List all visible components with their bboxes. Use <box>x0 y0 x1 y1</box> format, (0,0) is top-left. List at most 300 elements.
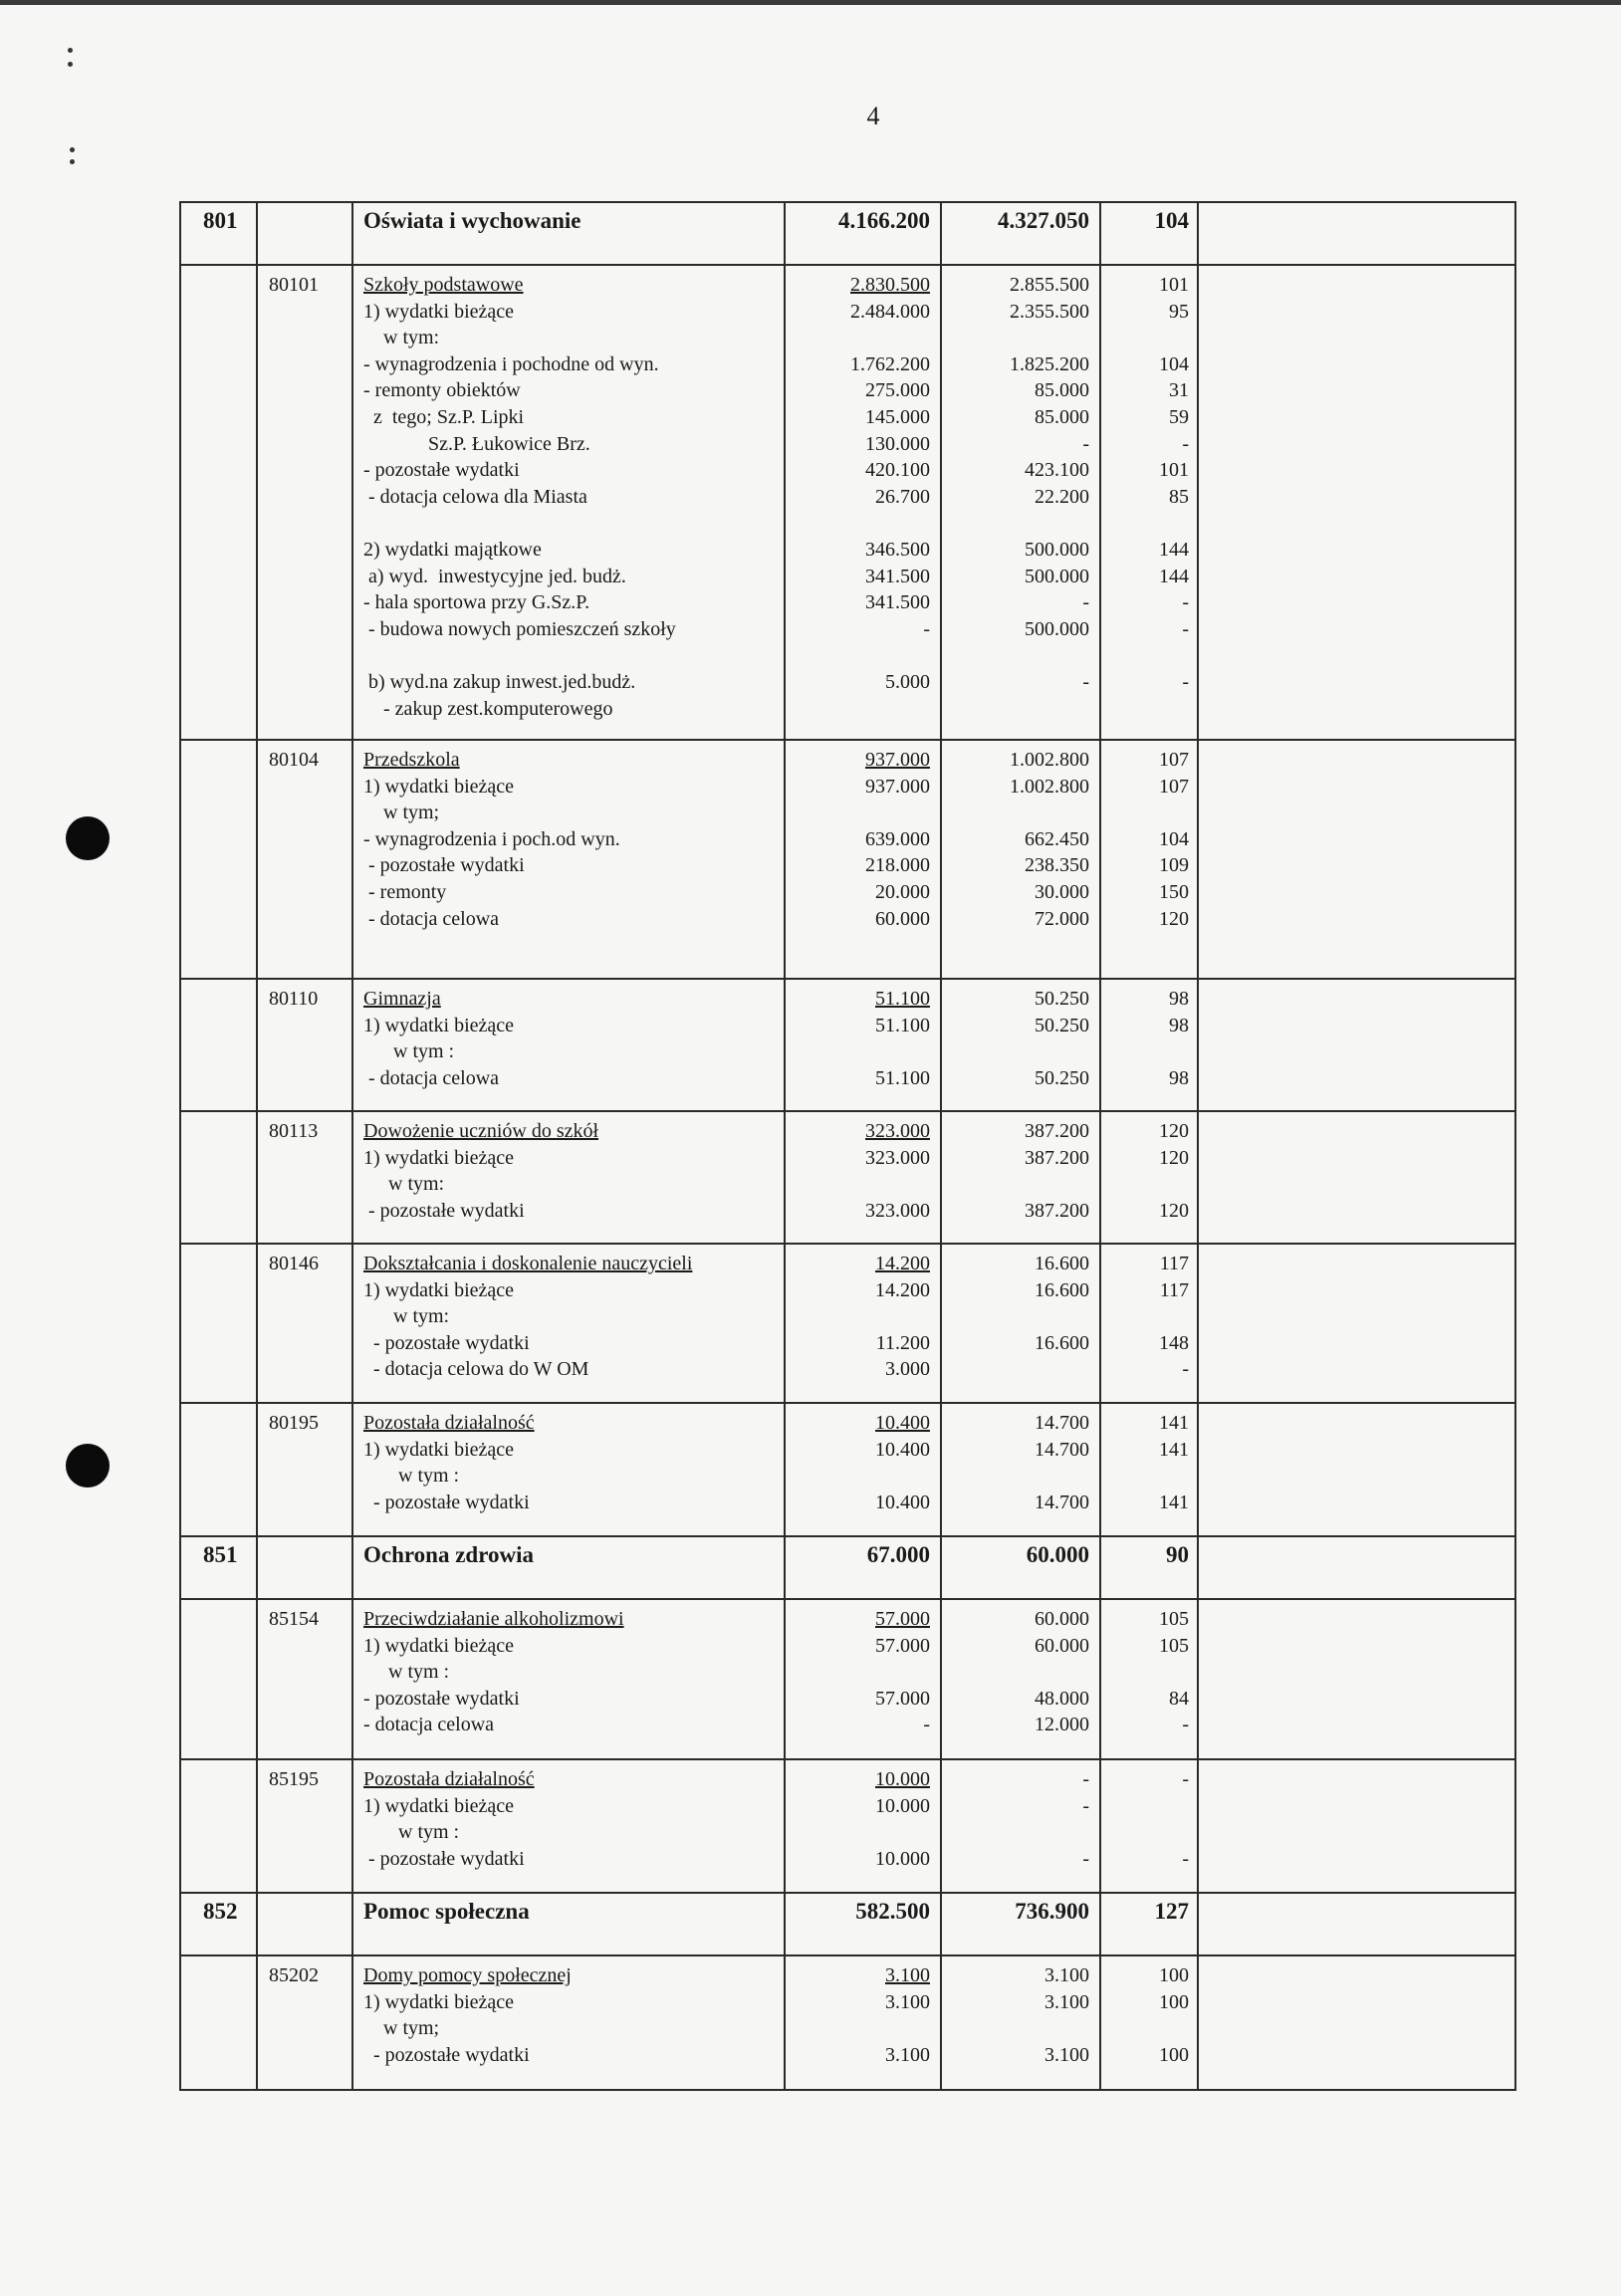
empty-cell <box>180 1955 257 2090</box>
subsection-code: 85202 <box>257 1955 352 2090</box>
plan-value: 51.100 <box>875 1066 930 1089</box>
percent-cell <box>1100 1244 1198 1403</box>
proposed-value: 60.000 <box>1035 1634 1089 1657</box>
subsection-row <box>180 1403 1515 1536</box>
section-title: Pomoc społeczna <box>352 1893 785 1955</box>
proposed-value: 1.825.200 <box>1010 352 1089 375</box>
percent-cell <box>1100 1955 1198 2090</box>
subsection-row <box>180 1244 1515 1403</box>
remarks-cell <box>1198 1111 1515 1244</box>
plan-cell <box>785 1955 941 2090</box>
section-code: 852 <box>180 1893 257 1955</box>
description-line: Gimnazja <box>363 988 441 1010</box>
percent-value: 100 <box>1159 1990 1189 2013</box>
proposed-cell <box>941 1599 1100 1759</box>
plan-value: - <box>923 617 930 640</box>
plan-value: 130.000 <box>865 432 930 455</box>
empty-cell <box>180 979 257 1111</box>
percent-value <box>1101 510 1189 537</box>
proposed-value: 2.355.500 <box>1010 300 1089 323</box>
subsection-row <box>180 979 1515 1111</box>
percent-value: 98 <box>1169 1014 1189 1036</box>
proposed-cell <box>941 1403 1100 1536</box>
description-cell <box>352 265 785 740</box>
percent-value: 104 <box>1159 352 1189 375</box>
proposed-value <box>942 800 1089 826</box>
description-line: - pozostałe wydatki <box>363 459 520 482</box>
subsection-row <box>180 1759 1515 1893</box>
description-cell <box>352 1403 785 1536</box>
percent-value <box>1101 1819 1189 1846</box>
plan-value: 323.000 <box>865 1120 930 1142</box>
percent-value: 150 <box>1159 880 1189 903</box>
percent-value: 141 <box>1159 1412 1189 1434</box>
plan-value <box>786 1659 930 1686</box>
proposed-value: 387.200 <box>1025 1146 1089 1169</box>
percent-value: 144 <box>1159 565 1189 587</box>
proposed-value <box>942 1659 1089 1686</box>
proposed-value: 72.000 <box>1035 907 1089 930</box>
plan-value <box>786 1171 930 1198</box>
plan-cell <box>785 1244 941 1403</box>
percent-value: 105 <box>1159 1608 1189 1630</box>
plan-value <box>786 1819 930 1846</box>
proposed-value <box>942 510 1089 537</box>
description-line: Przedszkola <box>363 749 460 771</box>
plan-value: 10.000 <box>875 1768 930 1790</box>
proposed-value: - <box>1082 591 1089 614</box>
proposed-value: - <box>1082 1794 1089 1817</box>
proposed-cell <box>941 740 1100 979</box>
description-line: 1) wydatki bieżące <box>363 1990 515 2013</box>
percent-value: 141 <box>1159 1438 1189 1461</box>
proposed-value <box>942 1303 1089 1330</box>
section-code: 801 <box>180 202 257 265</box>
plan-cell <box>785 1403 941 1536</box>
empty-cell <box>180 1759 257 1893</box>
subsection-code: 80113 <box>257 1111 352 1244</box>
proposed-value: 14.700 <box>1035 1491 1089 1513</box>
plan-value: 323.000 <box>865 1199 930 1222</box>
description-line: 1) wydatki bieżące <box>363 1278 515 1301</box>
section-percent: 104 <box>1100 202 1198 265</box>
description-line: w tym; <box>363 2017 440 2040</box>
description-line: - pozostałe wydatki <box>363 1847 525 1870</box>
section-empty-cell <box>257 202 352 265</box>
description-cell <box>352 979 785 1111</box>
section-empty-cell <box>257 1893 352 1955</box>
percent-value: 100 <box>1159 1964 1189 1986</box>
percent-cell <box>1100 1111 1198 1244</box>
plan-value: 5.000 <box>885 670 930 693</box>
section-percent: 90 <box>1100 1536 1198 1599</box>
percent-value: - <box>1182 617 1189 640</box>
subsection-code: 85195 <box>257 1759 352 1893</box>
description-line <box>363 510 784 537</box>
percent-value: 120 <box>1159 1120 1189 1142</box>
proposed-value: 30.000 <box>1035 880 1089 903</box>
plan-value <box>786 1038 930 1065</box>
plan-cell <box>785 265 941 740</box>
plan-value: 57.000 <box>875 1687 930 1710</box>
percent-value: 104 <box>1159 827 1189 850</box>
percent-value <box>1101 1038 1189 1065</box>
proposed-value: 500.000 <box>1025 565 1089 587</box>
description-line: a) wyd. inwestycyjne jed. budż. <box>363 565 626 587</box>
description-line: Pozostała działalność <box>363 1768 535 1790</box>
description-line: - remonty obiektów <box>363 379 521 402</box>
percent-value <box>1101 1793 1189 1820</box>
punch-hole <box>66 816 110 860</box>
plan-value: 10.400 <box>875 1491 930 1513</box>
proposed-cell <box>941 979 1100 1111</box>
description-line: - zakup zest.komputerowego <box>363 697 613 720</box>
proposed-value <box>942 2015 1089 2042</box>
description-line: 1) wydatki bieżące <box>363 775 515 798</box>
percent-value <box>1101 1171 1189 1198</box>
subsection-code: 80146 <box>257 1244 352 1403</box>
proposed-value: 85.000 <box>1035 379 1089 402</box>
description-line: 1) wydatki bieżące <box>363 1794 515 1817</box>
description-line: - wynagrodzenia i poch.od wyn. <box>363 827 620 850</box>
remarks-cell <box>1198 265 1515 740</box>
plan-value: 3.100 <box>885 2043 930 2066</box>
percent-value: 101 <box>1159 459 1189 482</box>
percent-value: 59 <box>1169 405 1189 428</box>
proposed-value: 238.350 <box>1025 854 1089 877</box>
proposed-value: 3.100 <box>1044 2043 1089 2066</box>
section-proposed: 60.000 <box>941 1536 1100 1599</box>
percent-value: 141 <box>1159 1491 1189 1513</box>
page-number: 4 <box>866 102 880 130</box>
proposed-value <box>942 642 1089 669</box>
percent-value: 117 <box>1159 1278 1189 1301</box>
remarks-cell <box>1198 1955 1515 2090</box>
proposed-value: 1.002.800 <box>1010 775 1089 798</box>
empty-cell <box>180 1403 257 1536</box>
description-line: 1) wydatki bieżące <box>363 1438 515 1461</box>
empty-cell <box>180 740 257 979</box>
percent-cell <box>1100 979 1198 1111</box>
proposed-value: 14.700 <box>1035 1412 1089 1434</box>
description-line <box>363 642 784 669</box>
description-line: Szkoły podstawowe <box>363 274 524 296</box>
description-line: - hala sportowa przy G.Sz.P. <box>363 591 590 614</box>
proposed-value: 387.200 <box>1025 1199 1089 1222</box>
description-line: w tym : <box>363 1821 460 1844</box>
plan-value: 10.400 <box>875 1438 930 1461</box>
plan-value: 10.000 <box>875 1794 930 1817</box>
description-line: Dokształcania i doskonalenie nauczycieli <box>363 1253 693 1274</box>
description-line: - pozostałe wydatki <box>363 854 525 877</box>
proposed-value: 22.200 <box>1035 485 1089 508</box>
scan-speck <box>68 48 73 53</box>
plan-value: 10.000 <box>875 1847 930 1870</box>
percent-value: 31 <box>1169 379 1189 402</box>
description-line: b) wyd.na zakup inwest.jed.budż. <box>363 670 636 693</box>
description-line: - dotacja celowa <box>363 907 500 930</box>
subsection-code: 80104 <box>257 740 352 979</box>
plan-value: 3.000 <box>885 1358 930 1381</box>
plan-value <box>786 800 930 826</box>
proposed-value <box>942 1463 1089 1490</box>
percent-value: - <box>1182 1358 1189 1381</box>
subsection-row <box>180 1955 1515 2090</box>
subsection-row <box>180 1599 1515 1759</box>
plan-value <box>786 1303 930 1330</box>
percent-value <box>1101 325 1189 351</box>
plan-value: 2.484.000 <box>850 300 930 323</box>
proposed-cell <box>941 265 1100 740</box>
percent-cell <box>1100 740 1198 979</box>
remarks-cell <box>1198 1403 1515 1536</box>
percent-value: 105 <box>1159 1634 1189 1657</box>
proposed-value: 14.700 <box>1035 1438 1089 1461</box>
section-code: 851 <box>180 1536 257 1599</box>
percent-value: 148 <box>1159 1331 1189 1354</box>
plan-value: 145.000 <box>865 405 930 428</box>
percent-value: - <box>1182 1768 1189 1790</box>
proposed-value <box>942 1356 1089 1383</box>
percent-value: 98 <box>1169 988 1189 1010</box>
proposed-value: 16.600 <box>1035 1331 1089 1354</box>
proposed-value <box>942 1171 1089 1198</box>
subsection-code: 80110 <box>257 979 352 1111</box>
section-title: Oświata i wychowanie <box>352 202 785 265</box>
remarks-cell <box>1198 1759 1515 1893</box>
percent-value: 120 <box>1159 907 1189 930</box>
plan-value: 57.000 <box>875 1634 930 1657</box>
proposed-value <box>942 1038 1089 1065</box>
plan-value: 275.000 <box>865 379 930 402</box>
percent-value: 95 <box>1169 300 1189 323</box>
description-line: Sz.P. Łukowice Brz. <box>363 432 590 455</box>
description-cell <box>352 1244 785 1403</box>
proposed-value <box>942 1819 1089 1846</box>
plan-cell <box>785 1759 941 1893</box>
proposed-value: 50.250 <box>1035 988 1089 1010</box>
percent-value <box>1101 1303 1189 1330</box>
description-line: w tym: <box>363 327 440 349</box>
percent-value: 101 <box>1159 274 1189 296</box>
subsection-row <box>180 265 1515 740</box>
plan-value: 3.100 <box>885 1990 930 2013</box>
proposed-value: 85.000 <box>1035 405 1089 428</box>
description-cell <box>352 1759 785 1893</box>
percent-value <box>1101 642 1189 669</box>
section-title: Ochrona zdrowia <box>352 1536 785 1599</box>
description-line: - pozostałe wydatki <box>363 1687 520 1710</box>
proposed-value: 1.002.800 <box>1010 749 1089 771</box>
proposed-value: 423.100 <box>1025 459 1089 482</box>
proposed-value: 50.250 <box>1035 1014 1089 1036</box>
percent-cell <box>1100 265 1198 740</box>
description-line: z tego; Sz.P. Lipki <box>363 405 525 428</box>
description-line: - wynagrodzenia i pochodne od wyn. <box>363 352 659 375</box>
subsection-code: 80195 <box>257 1403 352 1536</box>
description-line: 1) wydatki bieżące <box>363 300 515 323</box>
plan-value: 341.500 <box>865 565 930 587</box>
description-line: Domy pomocy społecznej <box>363 1964 572 1986</box>
description-line: w tym: <box>363 1305 450 1328</box>
percent-value: 117 <box>1159 1253 1189 1274</box>
proposed-value: 500.000 <box>1025 538 1089 561</box>
plan-value <box>786 1463 930 1490</box>
description-line: - dotacja celowa <box>363 1714 495 1736</box>
description-line: - pozostałe wydatki <box>363 2043 530 2066</box>
proposed-cell <box>941 1955 1100 2090</box>
plan-value <box>786 2015 930 2042</box>
proposed-value: 2.855.500 <box>1010 274 1089 296</box>
percent-value <box>1101 2015 1189 2042</box>
scan-speck <box>68 62 73 67</box>
description-line: w tym: <box>363 1173 445 1196</box>
description-cell <box>352 1599 785 1759</box>
description-line: - dotacja celowa <box>363 1066 500 1089</box>
empty-cell <box>180 265 257 740</box>
proposed-value <box>942 696 1089 723</box>
description-line: - pozostałe wydatki <box>363 1199 525 1222</box>
proposed-value: 16.600 <box>1035 1253 1089 1274</box>
proposed-value: 3.100 <box>1044 1964 1089 1986</box>
description-cell <box>352 740 785 979</box>
proposed-value: - <box>1082 1768 1089 1790</box>
remarks-cell <box>1198 740 1515 979</box>
percent-cell <box>1100 1599 1198 1759</box>
scan-top-edge <box>0 0 1621 5</box>
percent-value: - <box>1182 432 1189 455</box>
section-plan: 582.500 <box>785 1893 941 1955</box>
section-plan: 67.000 <box>785 1536 941 1599</box>
plan-value <box>786 696 930 723</box>
plan-value: 1.762.200 <box>850 352 930 375</box>
plan-value: 2.830.500 <box>850 274 930 296</box>
description-line: Przeciwdziałanie alkoholizmowi <box>363 1608 624 1630</box>
section-proposed: 736.900 <box>941 1893 1100 1955</box>
empty-cell <box>180 1244 257 1403</box>
plan-value: 639.000 <box>865 827 930 850</box>
plan-value: 323.000 <box>865 1146 930 1169</box>
punch-hole <box>66 1444 110 1488</box>
section-plan: 4.166.200 <box>785 202 941 265</box>
proposed-value: 387.200 <box>1025 1120 1089 1142</box>
description-line: 1) wydatki bieżące <box>363 1634 515 1657</box>
description-line: - remonty <box>363 880 447 903</box>
proposed-value: 3.100 <box>1044 1990 1089 2013</box>
description-line: w tym; <box>363 802 440 824</box>
subsection-code: 80101 <box>257 265 352 740</box>
budget-table <box>179 201 1516 2091</box>
proposed-value: - <box>1082 432 1089 455</box>
percent-value <box>1101 800 1189 826</box>
description-line: Pozostała działalność <box>363 1412 535 1434</box>
percent-cell <box>1100 1403 1198 1536</box>
plan-value: 14.200 <box>875 1278 930 1301</box>
proposed-value: 16.600 <box>1035 1278 1089 1301</box>
description-line: 1) wydatki bieżące <box>363 1146 515 1169</box>
plan-value: 11.200 <box>875 1331 930 1354</box>
plan-value: 346.500 <box>865 538 930 561</box>
percent-value: - <box>1182 591 1189 614</box>
description-line: - pozostałe wydatki <box>363 1491 530 1513</box>
plan-value: 57.000 <box>875 1608 930 1630</box>
proposed-value <box>942 325 1089 351</box>
plan-value: - <box>923 1714 930 1736</box>
description-line: 1) wydatki bieżące <box>363 1014 515 1036</box>
section-row <box>180 1893 1515 1955</box>
percent-value: 107 <box>1159 749 1189 771</box>
description-cell <box>352 1111 785 1244</box>
percent-value: 98 <box>1169 1066 1189 1089</box>
plan-cell <box>785 1111 941 1244</box>
description-line: - dotacja celowa dla Miasta <box>363 485 587 508</box>
description-line: 2) wydatki majątkowe <box>363 538 542 561</box>
percent-value: 120 <box>1159 1146 1189 1169</box>
plan-value: 937.000 <box>865 749 930 771</box>
description-line: Dowożenie uczniów do szkół <box>363 1120 599 1142</box>
section-remarks <box>1198 202 1515 265</box>
plan-value <box>786 325 930 351</box>
section-row <box>180 1536 1515 1599</box>
description-line: w tym : <box>363 1661 450 1684</box>
description-line: w tym : <box>363 1040 455 1063</box>
proposed-value: 50.250 <box>1035 1066 1089 1089</box>
remarks-cell <box>1198 1599 1515 1759</box>
percent-value: - <box>1182 1847 1189 1870</box>
proposed-cell <box>941 1111 1100 1244</box>
percent-cell <box>1100 1759 1198 1893</box>
remarks-cell <box>1198 1244 1515 1403</box>
description-cell <box>352 1955 785 2090</box>
proposed-cell <box>941 1244 1100 1403</box>
scan-speck <box>70 147 75 152</box>
percent-value: - <box>1182 670 1189 693</box>
percent-value: 84 <box>1169 1687 1189 1710</box>
plan-value: 420.100 <box>865 459 930 482</box>
proposed-value: 48.000 <box>1035 1687 1089 1710</box>
percent-value <box>1101 696 1189 723</box>
section-percent: 127 <box>1100 1893 1198 1955</box>
plan-value <box>786 510 930 537</box>
plan-value: 14.200 <box>875 1253 930 1274</box>
scan-speck <box>70 159 75 164</box>
plan-value: 341.500 <box>865 591 930 614</box>
section-proposed: 4.327.050 <box>941 202 1100 265</box>
plan-value: 51.100 <box>875 988 930 1010</box>
plan-value: 218.000 <box>865 854 930 877</box>
section-remarks <box>1198 1893 1515 1955</box>
plan-value: 26.700 <box>875 485 930 508</box>
plan-cell <box>785 740 941 979</box>
subsection-code: 85154 <box>257 1599 352 1759</box>
plan-cell <box>785 1599 941 1759</box>
plan-value: 3.100 <box>885 1964 930 1986</box>
percent-value: 100 <box>1159 2043 1189 2066</box>
description-line: - pozostałe wydatki <box>363 1331 530 1354</box>
plan-value: 51.100 <box>875 1014 930 1036</box>
section-empty-cell <box>257 1536 352 1599</box>
plan-value: 60.000 <box>875 907 930 930</box>
empty-cell <box>180 1111 257 1244</box>
empty-cell <box>180 1599 257 1759</box>
plan-value <box>786 642 930 669</box>
percent-value: 109 <box>1159 854 1189 877</box>
proposed-value: 60.000 <box>1035 1608 1089 1630</box>
proposed-value: 12.000 <box>1035 1714 1089 1736</box>
description-line: w tym : <box>363 1465 460 1488</box>
proposed-cell <box>941 1759 1100 1893</box>
percent-value: - <box>1182 1714 1189 1736</box>
